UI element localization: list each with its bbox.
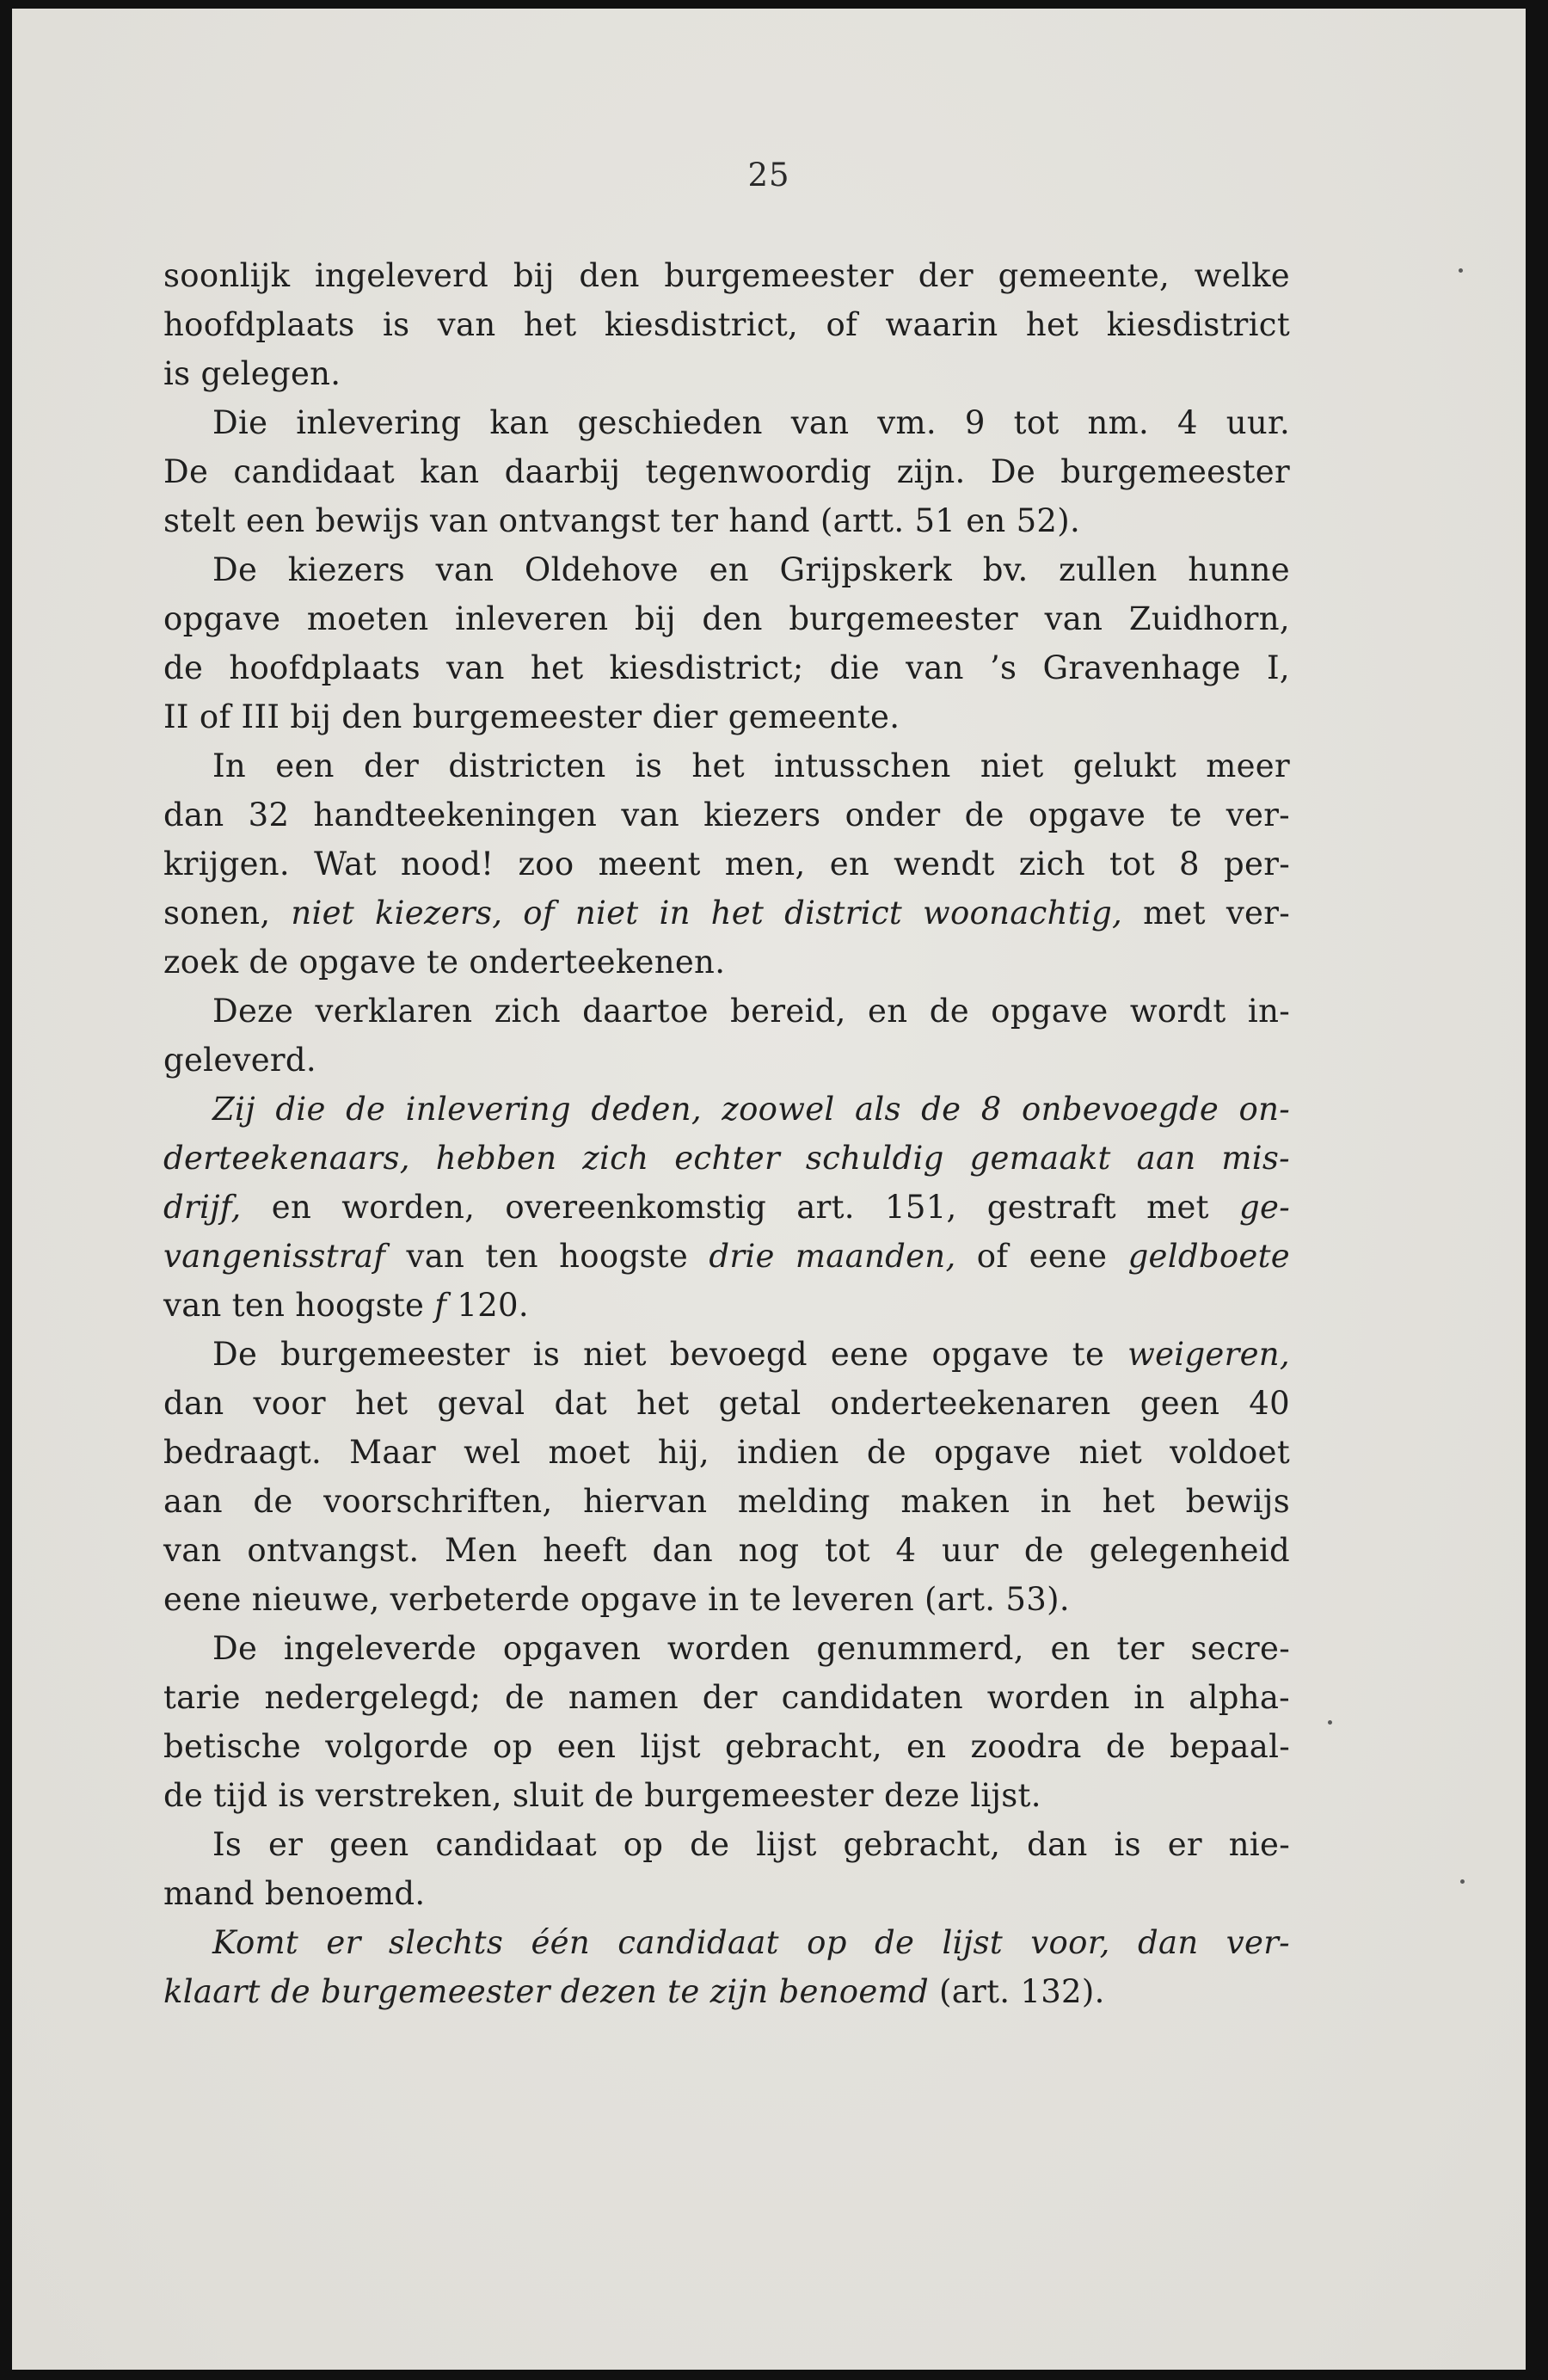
text-line (163, 643, 1290, 692)
italic-text-segment: vangenisstraf (163, 1238, 386, 1275)
text-line (163, 1379, 1290, 1428)
text-line (163, 692, 1290, 741)
text-segment: met ver- (1122, 895, 1291, 932)
text-segment: en worden, overeenkomstig art. 151, gestraft met (241, 1189, 1240, 1226)
text-segment: eene nieuwe, verbeterde opgave in te leveren (art. 53). (163, 1581, 1070, 1618)
scan-speck (1328, 1720, 1332, 1725)
text-line (163, 1575, 1290, 1624)
text-line (163, 741, 1290, 790)
text-line (163, 889, 1290, 938)
text-line (163, 1722, 1290, 1771)
text-segment: De ingeleverde opgaven worden genummerd, en ter secre- (212, 1630, 1290, 1667)
text-segment: dan voor het geval dat het getal onderteekenaren geen 40 (163, 1385, 1290, 1422)
page-number: 25 (747, 157, 790, 194)
italic-text-segment: drijf, (163, 1189, 242, 1226)
text-segment: of eene (955, 1238, 1128, 1275)
text-segment: Die inlevering kan geschieden van vm. 9 tot nm. 4 uur. (212, 404, 1290, 441)
text-line (163, 1281, 1290, 1330)
text-line (163, 1869, 1290, 1918)
scan-speck (1459, 268, 1463, 273)
text-segment: soonlijk ingeleverd bij den burgemeester der gemeente, welke (163, 257, 1290, 294)
text-segment: De candidaat kan daarbij tegenwoordig zijn. De burgemeester (163, 453, 1290, 490)
text-segment: hoofdplaats is van het kiesdistrict, of waarin het kiesdistrict (163, 306, 1290, 343)
text-segment: is gelegen. (163, 355, 341, 392)
text-segment: van ontvangst. Men heeft dan nog tot 4 uur de gelegenheid (163, 1532, 1290, 1569)
text-segment: Is er geen candidaat op de lijst gebracht, dan is er nie- (212, 1826, 1290, 1863)
text-segment: tarie nedergelegd; de namen der candidaten worden in alpha- (163, 1679, 1290, 1716)
text-segment: sonen, (163, 895, 292, 932)
italic-text-segment: drie maanden, (709, 1238, 956, 1275)
text-line (163, 839, 1290, 889)
text-segment: dan 32 handteekeningen van kiezers onder de opgave te ver- (163, 796, 1290, 833)
text-line (163, 1428, 1290, 1477)
text-segment: de tijd is verstreken, sluit de burgemeester deze lijst. (163, 1777, 1041, 1814)
text-segment: (art. 132). (928, 1973, 1105, 2010)
text-segment: In een der districten is het intusschen niet gelukt meer (212, 747, 1290, 784)
text-line (163, 300, 1290, 349)
text-line (163, 1085, 1290, 1134)
text-line (163, 1232, 1290, 1281)
text-line (163, 1820, 1290, 1869)
text-line (163, 1036, 1290, 1085)
italic-text-segment: f (434, 1287, 447, 1324)
text-segment: van ten hoogste (385, 1238, 710, 1275)
text-segment: zoek de opgave te onderteekenen. (163, 944, 726, 981)
text-segment: 120. (446, 1287, 529, 1324)
text-segment: geleverd. (163, 1042, 316, 1079)
scan-speck (1460, 1879, 1465, 1884)
text-line (163, 1526, 1290, 1575)
text-line (163, 398, 1290, 447)
text-segment: opgave moeten inleveren bij den burgemeester van Zuidhorn, (163, 600, 1290, 637)
text-line (163, 1967, 1290, 2016)
italic-text-segment: derteekenaars, hebben zich echter schuldig gemaakt aan mis- (163, 1140, 1290, 1177)
text-line (163, 447, 1290, 496)
italic-text-segment: weigeren, (1127, 1336, 1290, 1373)
text-segment: stelt een bewijs van ontvangst ter hand (artt. 51 en 52). (163, 502, 1081, 539)
text-segment: II of III bij den burgemeester dier gemeente. (163, 698, 900, 735)
italic-text-segment: Komt er slechts één candidaat op de lijst voor, dan ver- (212, 1924, 1290, 1961)
text-line (163, 545, 1290, 594)
scanned-page (12, 9, 1526, 2370)
italic-text-segment: niet kiezers, of niet in het district woonachtig, (291, 895, 1123, 932)
italic-text-segment: klaart de burgemeester dezen te zijn benoemd (163, 1973, 929, 2010)
text-line (163, 1183, 1290, 1232)
text-segment: mand benoemd. (163, 1875, 426, 1912)
text-line (163, 790, 1290, 839)
text-line (163, 1134, 1290, 1183)
text-segment: krijgen. Wat nood! zoo meent men, en wendt zich tot 8 per- (163, 846, 1290, 883)
text-segment: bedraagt. Maar wel moet hij, indien de opgave niet voldoet (163, 1434, 1290, 1471)
italic-text-segment: Zij die de inlevering deden, zoowel als de 8 onbevoegde on- (212, 1091, 1290, 1128)
text-segment: De kiezers van Oldehove en Grijpskerk bv. zullen hunne (212, 551, 1290, 588)
body-text (163, 251, 1290, 2016)
text-line (163, 1330, 1290, 1379)
text-segment: Deze verklaren zich daartoe bereid, en de opgave wordt in- (212, 993, 1290, 1030)
text-line (163, 1771, 1290, 1820)
text-line (163, 987, 1290, 1036)
italic-text-segment: geldboete (1127, 1238, 1290, 1275)
text-line (163, 496, 1290, 545)
text-segment: de hoofdplaats van het kiesdistrict; die van ’s Gravenhage I, (163, 649, 1290, 686)
text-segment: van ten hoogste (163, 1287, 435, 1324)
text-line (163, 251, 1290, 300)
text-line (163, 1918, 1290, 1967)
text-segment: betische volgorde op een lijst gebracht, en zoodra de bepaal- (163, 1728, 1290, 1765)
text-line (163, 349, 1290, 398)
text-line (163, 1673, 1290, 1722)
text-segment: aan de voorschriften, hiervan melding maken in het bewijs (163, 1483, 1290, 1520)
text-line (163, 938, 1290, 987)
text-line (163, 1477, 1290, 1526)
text-segment: De burgemeester is niet bevoegd eene opgave te (212, 1336, 1128, 1373)
text-line (163, 594, 1290, 643)
italic-text-segment: ge- (1239, 1189, 1290, 1226)
text-line (163, 1624, 1290, 1673)
